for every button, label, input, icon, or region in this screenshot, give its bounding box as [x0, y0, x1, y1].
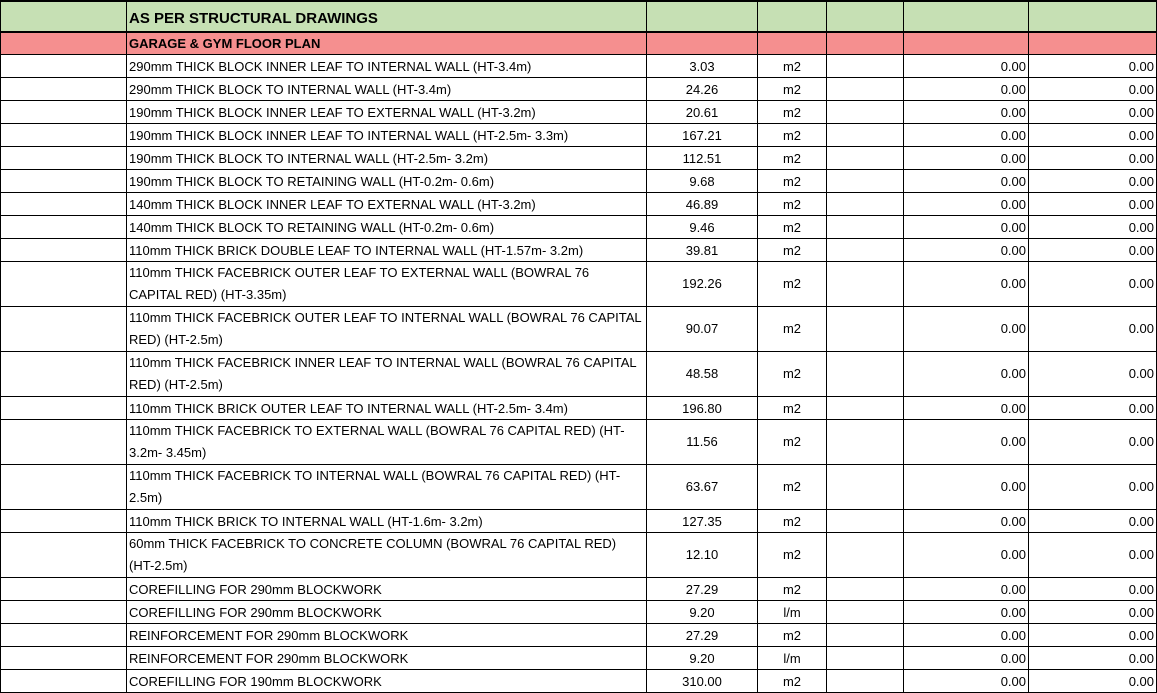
- total-cell[interactable]: 0.00: [1029, 55, 1157, 78]
- row-spacer-cell[interactable]: [1, 533, 127, 578]
- total-cell[interactable]: 0.00: [1029, 670, 1157, 693]
- quantity-cell[interactable]: 20.61: [647, 101, 758, 124]
- quantity-cell[interactable]: 112.51: [647, 147, 758, 170]
- cell[interactable]: [1029, 1, 1157, 32]
- description-cell[interactable]: 190mm THICK BLOCK INNER LEAF TO INTERNAL WALL (HT-2.5m- 3.3m): [127, 124, 647, 147]
- quantity-cell[interactable]: 90.07: [647, 307, 758, 352]
- unit-cell[interactable]: m2: [758, 101, 827, 124]
- total-cell[interactable]: 0.00: [1029, 216, 1157, 239]
- total-cell[interactable]: 0.00: [1029, 262, 1157, 307]
- cell[interactable]: [647, 32, 758, 55]
- rate-cell[interactable]: [827, 578, 904, 601]
- table-row: [1, 124, 1157, 147]
- table-row: [1, 578, 1157, 601]
- unit-cell[interactable]: m2: [758, 78, 827, 101]
- rate-cell[interactable]: [827, 624, 904, 647]
- description-cell[interactable]: 140mm THICK BLOCK TO RETAINING WALL (HT-0.2m- 0.6m): [127, 216, 647, 239]
- description-cell[interactable]: 60mm THICK FACEBRICK TO CONCRETE COLUMN (BOWRAL 76 CAPITAL RED) (HT-2.5m): [127, 533, 647, 578]
- total-cell[interactable]: 0.00: [1029, 239, 1157, 262]
- row-spacer-cell[interactable]: [1, 647, 127, 670]
- table-row: [1, 216, 1157, 239]
- amount-cell[interactable]: 0.00: [904, 533, 1029, 578]
- cell[interactable]: [827, 1, 904, 32]
- row-spacer-cell[interactable]: [1, 465, 127, 510]
- title-row: [1, 1, 1157, 32]
- row-spacer-cell[interactable]: [1, 239, 127, 262]
- rate-cell[interactable]: [827, 465, 904, 510]
- rate-cell[interactable]: [827, 55, 904, 78]
- rate-cell[interactable]: [827, 101, 904, 124]
- total-cell[interactable]: 0.00: [1029, 578, 1157, 601]
- total-cell[interactable]: 0.00: [1029, 647, 1157, 670]
- total-cell[interactable]: 0.00: [1029, 624, 1157, 647]
- table-row: [1, 239, 1157, 262]
- table-row: [1, 624, 1157, 647]
- unit-cell[interactable]: l/m: [758, 647, 827, 670]
- quantity-cell[interactable]: 27.29: [647, 578, 758, 601]
- unit-cell[interactable]: l/m: [758, 601, 827, 624]
- unit-cell[interactable]: m2: [758, 307, 827, 352]
- cell[interactable]: [1, 32, 127, 55]
- quantity-cell[interactable]: 63.67: [647, 465, 758, 510]
- description-cell[interactable]: REINFORCEMENT FOR 290mm BLOCKWORK: [127, 647, 647, 670]
- unit-cell[interactable]: m2: [758, 397, 827, 420]
- quantity-cell[interactable]: 9.20: [647, 601, 758, 624]
- total-cell[interactable]: 0.00: [1029, 420, 1157, 465]
- cell[interactable]: [1029, 32, 1157, 55]
- rate-cell[interactable]: [827, 147, 904, 170]
- rate-cell[interactable]: [827, 78, 904, 101]
- row-spacer-cell[interactable]: [1, 397, 127, 420]
- amount-cell[interactable]: 0.00: [904, 101, 1029, 124]
- row-spacer-cell[interactable]: [1, 420, 127, 465]
- total-cell[interactable]: 0.00: [1029, 307, 1157, 352]
- amount-cell[interactable]: 0.00: [904, 78, 1029, 101]
- quantity-cell[interactable]: 310.00: [647, 670, 758, 693]
- total-cell[interactable]: 0.00: [1029, 101, 1157, 124]
- unit-cell[interactable]: m2: [758, 147, 827, 170]
- description-cell[interactable]: 110mm THICK BRICK TO INTERNAL WALL (HT-1.6m- 3.2m): [127, 510, 647, 533]
- rate-cell[interactable]: [827, 533, 904, 578]
- table-row: [1, 307, 1157, 352]
- total-cell[interactable]: 0.00: [1029, 533, 1157, 578]
- quantity-cell[interactable]: 192.26: [647, 262, 758, 307]
- description-cell[interactable]: COREFILLING FOR 290mm BLOCKWORK: [127, 601, 647, 624]
- quantity-cell[interactable]: 9.20: [647, 647, 758, 670]
- total-cell[interactable]: 0.00: [1029, 147, 1157, 170]
- description-cell[interactable]: 140mm THICK BLOCK INNER LEAF TO EXTERNAL WALL (HT-3.2m): [127, 193, 647, 216]
- quantity-cell[interactable]: 11.56: [647, 420, 758, 465]
- unit-cell[interactable]: m2: [758, 533, 827, 578]
- row-spacer-cell[interactable]: [1, 101, 127, 124]
- section-row: [1, 32, 1157, 55]
- total-cell[interactable]: 0.00: [1029, 193, 1157, 216]
- quantity-cell[interactable]: 27.29: [647, 624, 758, 647]
- amount-cell[interactable]: 0.00: [904, 55, 1029, 78]
- table-row: [1, 670, 1157, 693]
- rate-cell[interactable]: [827, 262, 904, 307]
- table-row: [1, 533, 1157, 578]
- unit-cell[interactable]: m2: [758, 216, 827, 239]
- description-cell[interactable]: 110mm THICK FACEBRICK OUTER LEAF TO INTERNAL WALL (BOWRAL 76 CAPITAL RED) (HT-2.5m): [127, 307, 647, 352]
- cell[interactable]: [1, 1, 127, 32]
- unit-cell[interactable]: m2: [758, 239, 827, 262]
- cell[interactable]: [827, 32, 904, 55]
- row-spacer-cell[interactable]: [1, 78, 127, 101]
- unit-cell[interactable]: m2: [758, 420, 827, 465]
- section-cell[interactable]: GARAGE & GYM FLOOR PLAN: [127, 32, 647, 55]
- row-spacer-cell[interactable]: [1, 124, 127, 147]
- amount-cell[interactable]: 0.00: [904, 193, 1029, 216]
- table-row: [1, 647, 1157, 670]
- table-row: [1, 601, 1157, 624]
- amount-cell[interactable]: 0.00: [904, 170, 1029, 193]
- quantity-cell[interactable]: 39.81: [647, 239, 758, 262]
- amount-cell[interactable]: 0.00: [904, 670, 1029, 693]
- rate-cell[interactable]: [827, 510, 904, 533]
- table-row: [1, 170, 1157, 193]
- table-row: [1, 420, 1157, 465]
- unit-cell[interactable]: m2: [758, 510, 827, 533]
- row-spacer-cell[interactable]: [1, 55, 127, 78]
- amount-cell[interactable]: 0.00: [904, 262, 1029, 307]
- total-cell[interactable]: 0.00: [1029, 510, 1157, 533]
- row-spacer-cell[interactable]: [1, 624, 127, 647]
- unit-cell[interactable]: m2: [758, 55, 827, 78]
- cell[interactable]: [647, 1, 758, 32]
- rate-cell[interactable]: [827, 352, 904, 397]
- amount-cell[interactable]: 0.00: [904, 307, 1029, 352]
- total-cell[interactable]: 0.00: [1029, 352, 1157, 397]
- total-cell[interactable]: 0.00: [1029, 465, 1157, 510]
- rate-cell[interactable]: [827, 216, 904, 239]
- unit-cell[interactable]: m2: [758, 352, 827, 397]
- unit-cell[interactable]: m2: [758, 465, 827, 510]
- description-cell[interactable]: 190mm THICK BLOCK INNER LEAF TO EXTERNAL WALL (HT-3.2m): [127, 101, 647, 124]
- amount-cell[interactable]: 0.00: [904, 147, 1029, 170]
- rate-cell[interactable]: [827, 239, 904, 262]
- quantity-cell[interactable]: 9.46: [647, 216, 758, 239]
- amount-cell[interactable]: 0.00: [904, 624, 1029, 647]
- amount-cell[interactable]: 0.00: [904, 510, 1029, 533]
- row-spacer-cell[interactable]: [1, 352, 127, 397]
- rate-cell[interactable]: [827, 601, 904, 624]
- table-row: [1, 193, 1157, 216]
- description-cell[interactable]: 110mm THICK FACEBRICK TO EXTERNAL WALL (BOWRAL 76 CAPITAL RED) (HT-3.2m- 3.45m): [127, 420, 647, 465]
- amount-cell[interactable]: 0.00: [904, 352, 1029, 397]
- description-cell[interactable]: 190mm THICK BLOCK TO INTERNAL WALL (HT-2.5m- 3.2m): [127, 147, 647, 170]
- description-cell[interactable]: COREFILLING FOR 290mm BLOCKWORK: [127, 578, 647, 601]
- quantity-cell[interactable]: 167.21: [647, 124, 758, 147]
- unit-cell[interactable]: m2: [758, 670, 827, 693]
- amount-cell[interactable]: 0.00: [904, 465, 1029, 510]
- amount-cell[interactable]: 0.00: [904, 601, 1029, 624]
- row-spacer-cell[interactable]: [1, 262, 127, 307]
- quantity-cell[interactable]: 46.89: [647, 193, 758, 216]
- description-cell[interactable]: 110mm THICK FACEBRICK INNER LEAF TO INTERNAL WALL (BOWRAL 76 CAPITAL RED) (HT-2.5m): [127, 352, 647, 397]
- description-cell[interactable]: 290mm THICK BLOCK TO INTERNAL WALL (HT-3.4m): [127, 78, 647, 101]
- total-cell[interactable]: 0.00: [1029, 124, 1157, 147]
- quantity-cell[interactable]: 3.03: [647, 55, 758, 78]
- cell[interactable]: [904, 32, 1029, 55]
- cell[interactable]: [758, 1, 827, 32]
- rate-cell[interactable]: [827, 397, 904, 420]
- description-cell[interactable]: 290mm THICK BLOCK INNER LEAF TO INTERNAL WALL (HT-3.4m): [127, 55, 647, 78]
- table-row: [1, 352, 1157, 397]
- table-row: [1, 101, 1157, 124]
- rate-cell[interactable]: [827, 193, 904, 216]
- table-row: [1, 465, 1157, 510]
- total-cell[interactable]: 0.00: [1029, 170, 1157, 193]
- rate-cell[interactable]: [827, 670, 904, 693]
- description-cell[interactable]: COREFILLING FOR 190mm BLOCKWORK: [127, 670, 647, 693]
- table-row: [1, 262, 1157, 307]
- total-cell[interactable]: 0.00: [1029, 601, 1157, 624]
- table-row: [1, 78, 1157, 101]
- quantity-cell[interactable]: 12.10: [647, 533, 758, 578]
- description-cell[interactable]: 110mm THICK BRICK DOUBLE LEAF TO INTERNAL WALL (HT-1.57m- 3.2m): [127, 239, 647, 262]
- rate-cell[interactable]: [827, 124, 904, 147]
- quantity-cell[interactable]: 24.26: [647, 78, 758, 101]
- unit-cell[interactable]: m2: [758, 124, 827, 147]
- cell[interactable]: [758, 32, 827, 55]
- row-spacer-cell[interactable]: [1, 216, 127, 239]
- description-cell[interactable]: REINFORCEMENT FOR 290mm BLOCKWORK: [127, 624, 647, 647]
- unit-cell[interactable]: m2: [758, 262, 827, 307]
- table-row: [1, 397, 1157, 420]
- description-cell[interactable]: 110mm THICK FACEBRICK OUTER LEAF TO EXTERNAL WALL (BOWRAL 76 CAPITAL RED) (HT-3.35m): [127, 262, 647, 307]
- rate-cell[interactable]: [827, 307, 904, 352]
- amount-cell[interactable]: 0.00: [904, 216, 1029, 239]
- quantity-cell[interactable]: 127.35: [647, 510, 758, 533]
- description-cell[interactable]: 190mm THICK BLOCK TO RETAINING WALL (HT-0.2m- 0.6m): [127, 170, 647, 193]
- unit-cell[interactable]: m2: [758, 624, 827, 647]
- amount-cell[interactable]: 0.00: [904, 578, 1029, 601]
- table-row: [1, 147, 1157, 170]
- row-spacer-cell[interactable]: [1, 147, 127, 170]
- rate-cell[interactable]: [827, 647, 904, 670]
- amount-cell[interactable]: 0.00: [904, 420, 1029, 465]
- row-spacer-cell[interactable]: [1, 670, 127, 693]
- unit-cell[interactable]: m2: [758, 170, 827, 193]
- row-spacer-cell[interactable]: [1, 578, 127, 601]
- amount-cell[interactable]: 0.00: [904, 647, 1029, 670]
- amount-cell[interactable]: 0.00: [904, 124, 1029, 147]
- total-cell[interactable]: 0.00: [1029, 78, 1157, 101]
- table-row: [1, 510, 1157, 533]
- unit-cell[interactable]: m2: [758, 193, 827, 216]
- rate-cell[interactable]: [827, 170, 904, 193]
- rate-cell[interactable]: [827, 420, 904, 465]
- quantity-cell[interactable]: 9.68: [647, 170, 758, 193]
- description-cell[interactable]: 110mm THICK FACEBRICK TO INTERNAL WALL (BOWRAL 76 CAPITAL RED) (HT-2.5m): [127, 465, 647, 510]
- unit-cell[interactable]: m2: [758, 578, 827, 601]
- row-spacer-cell[interactable]: [1, 170, 127, 193]
- table-row: [1, 55, 1157, 78]
- total-cell[interactable]: 0.00: [1029, 397, 1157, 420]
- quantity-cell[interactable]: 196.80: [647, 397, 758, 420]
- amount-cell[interactable]: 0.00: [904, 397, 1029, 420]
- row-spacer-cell[interactable]: [1, 510, 127, 533]
- quantity-cell[interactable]: 48.58: [647, 352, 758, 397]
- amount-cell[interactable]: 0.00: [904, 239, 1029, 262]
- title-cell[interactable]: AS PER STRUCTURAL DRAWINGS: [127, 1, 647, 32]
- description-cell[interactable]: 110mm THICK BRICK OUTER LEAF TO INTERNAL WALL (HT-2.5m- 3.4m): [127, 397, 647, 420]
- row-spacer-cell[interactable]: [1, 307, 127, 352]
- row-spacer-cell[interactable]: [1, 193, 127, 216]
- row-spacer-cell[interactable]: [1, 601, 127, 624]
- cell[interactable]: [904, 1, 1029, 32]
